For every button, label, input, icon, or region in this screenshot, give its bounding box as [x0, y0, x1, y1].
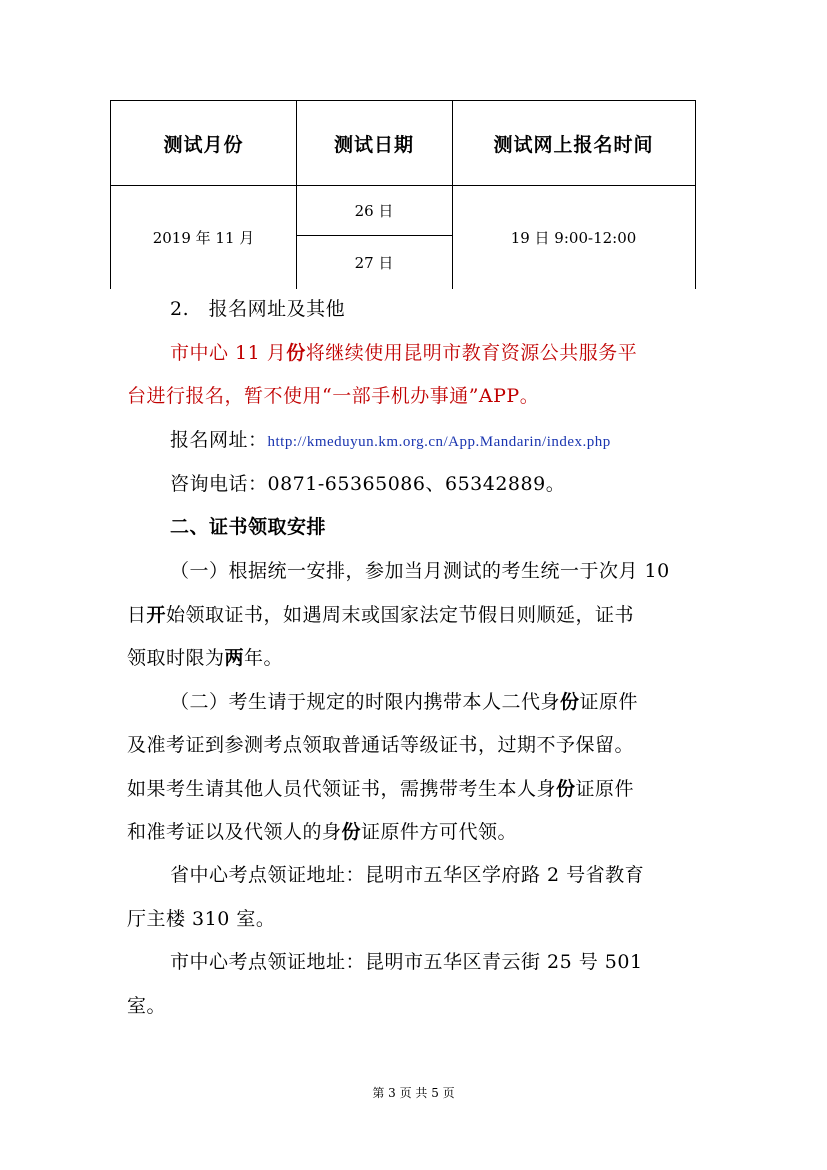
header-registration-time: 测试网上报名时间: [493, 133, 654, 156]
paragraph-text: 年。: [244, 647, 284, 669]
header-test-date: 测试日期: [333, 133, 414, 156]
registration-url-link[interactable]: http://kmeduyun.km.org.cn/App.Mandarin/index.php: [267, 434, 611, 450]
cell-date-2: 27 日: [354, 253, 394, 272]
paragraph-text: 和准考证以及代领人的身: [127, 821, 342, 843]
paragraph-2-line-2: 及准考证到参测考点领取普通话等级证书，过期不予保留。: [127, 734, 635, 756]
item-2-heading: 2. 报名网址及其他: [170, 298, 346, 320]
paragraph-2-line-4: [127, 810, 707, 854]
notice-text: 份: [286, 342, 306, 364]
paragraph-text: 开: [146, 604, 167, 626]
section-2-heading: 二、证书领取安排: [170, 516, 327, 538]
paragraph-1-line-3: [127, 636, 707, 680]
cell-date-1: 26 日: [354, 201, 394, 220]
paragraph-1-line-2: [127, 593, 707, 637]
header-test-month: 测试月份: [163, 133, 244, 156]
schedule-table: [110, 100, 696, 289]
paragraph-text: 两: [224, 647, 245, 669]
paragraph-2-line-3: [127, 767, 707, 811]
paragraph-text: 份: [560, 691, 580, 713]
registration-url-line: [127, 418, 707, 464]
url-label: 报名网址：: [170, 429, 268, 451]
paragraph-2-line-1: [127, 680, 707, 724]
notice-text: 市中心 11 月: [170, 342, 287, 364]
paragraph-text: （二）考生请于规定的时限内携带本人二代身: [170, 691, 561, 713]
paragraph-text: 证原件: [575, 778, 635, 800]
province-center-address-line-2: 厅主楼 310 室。: [127, 908, 276, 930]
paragraph-text: 领取时限为: [127, 647, 225, 669]
paragraph-text: 证原件方可代领。: [361, 821, 518, 843]
paragraph-text: 证原件: [579, 691, 639, 713]
paragraph-text: 份: [341, 821, 362, 843]
notice-text: 将继续使用昆明市教育资源公共服务平: [305, 342, 638, 364]
notice-line-2: 台进行报名，暂不使用“一部手机办事通”APP。: [127, 385, 540, 407]
paragraph-text: 如果考生请其他人员代领证书，需携带考生本人身: [127, 778, 557, 800]
phone-line: 咨询电话：0871-65365086、65342889。: [170, 473, 566, 495]
notice-line-1: [127, 331, 707, 375]
paragraph-text: 份: [556, 778, 576, 800]
cell-month: 2019 年 11 月: [152, 228, 255, 247]
paragraph-text: 始领取证书，如遇周末或国家法定节假日则顺延，证书: [166, 604, 635, 626]
province-center-address-line-1: 省中心考点领证地址：昆明市五华区学府路 2 号省教育: [170, 864, 645, 886]
page-indicator: 第 3 页 共 5 页: [372, 1086, 455, 1100]
paragraph-1-line-1: （一）根据统一安排，参加当月测试的考生统一于次月 10: [170, 560, 670, 582]
city-center-address-line-1: 市中心考点领证地址：昆明市五华区青云街 25 号 501: [170, 951, 643, 973]
city-center-address-line-2: 室。: [127, 995, 167, 1017]
cell-registration-time: 19 日 9:00-12:00: [510, 228, 637, 247]
paragraph-text: 日: [127, 604, 147, 626]
